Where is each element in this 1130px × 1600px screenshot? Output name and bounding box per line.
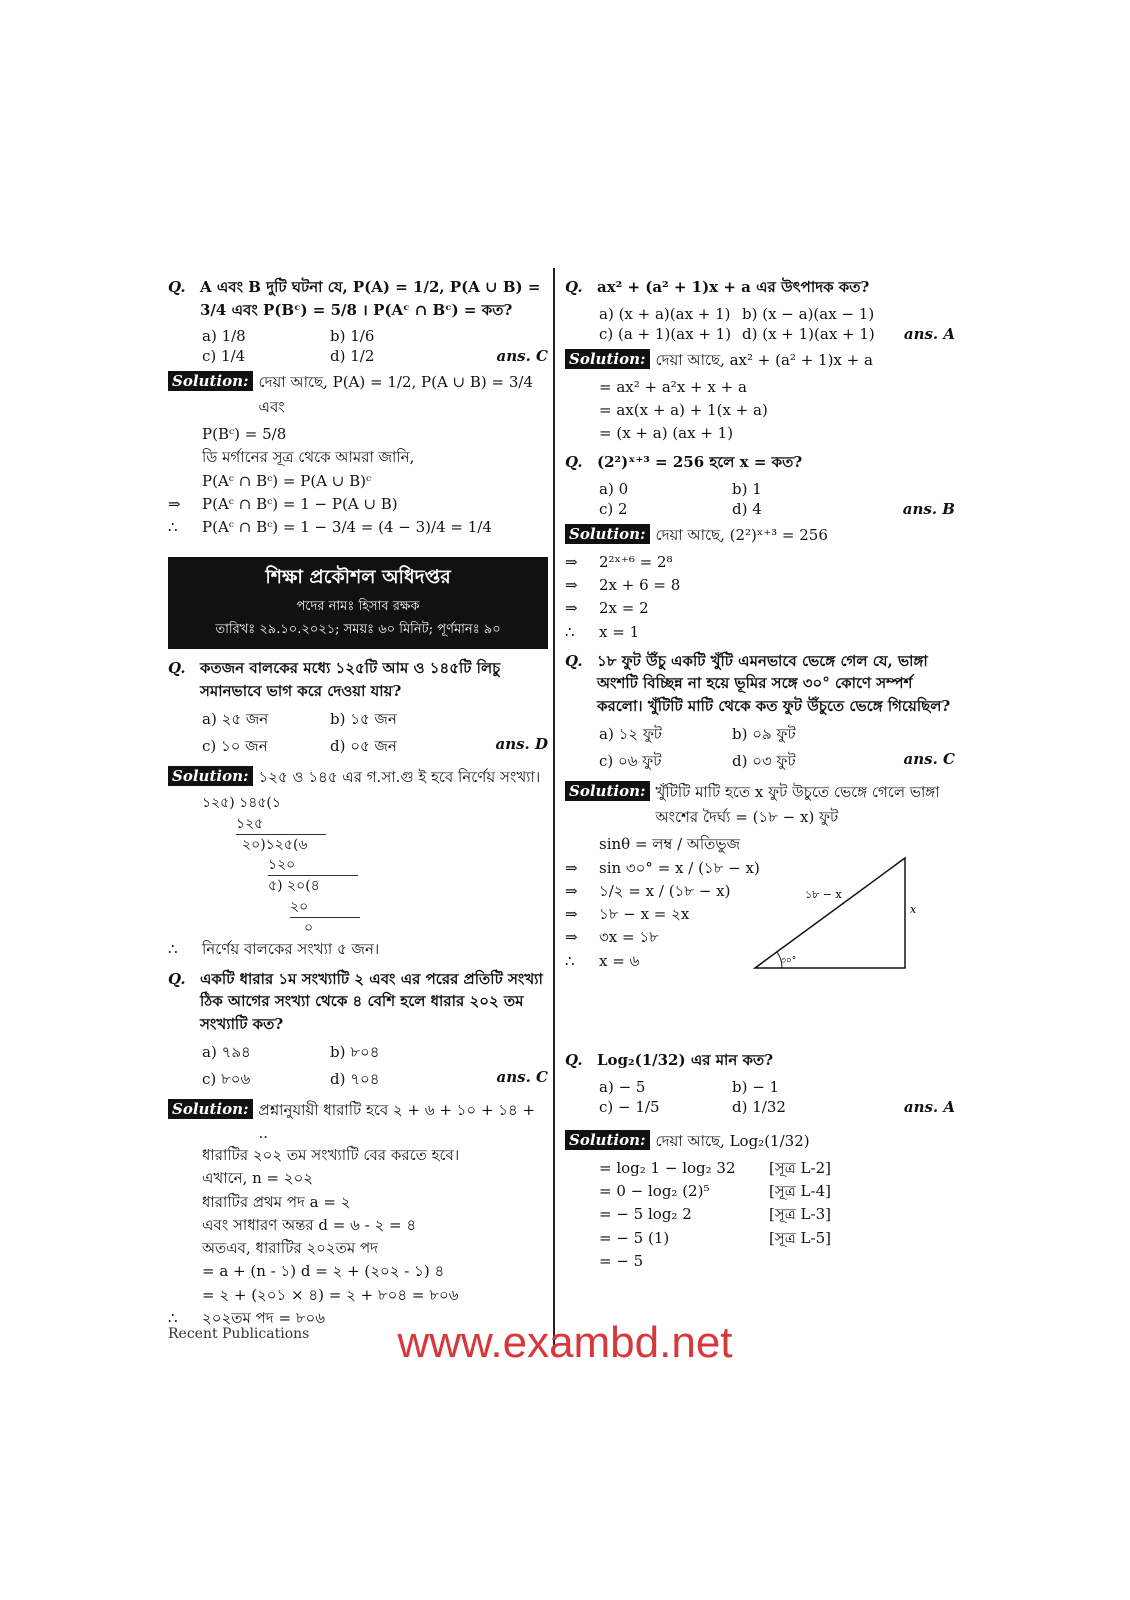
option-c: c) ১০ জন (202, 737, 268, 756)
option-b: b) ৮০৪ (330, 1043, 380, 1062)
option-c: c) 1/4 (202, 347, 246, 365)
solution-line: এখানে, n = ২০২ (202, 1169, 314, 1188)
option-b: b) ১৫ জন (330, 710, 397, 729)
question-text: একটি ধারার ১ম সংখ্যাটি ২ এবং এর পরের প্রতিটি সংখ্যা ঠিক আগের সংখ্যা থেকে ৪ বেশি হলে ধারার ২০২ তম সংখ্যাটি কত? (200, 969, 543, 1033)
option-a: a) 0 (599, 479, 629, 498)
solution-badge: Solution: (168, 371, 253, 391)
question-6 (565, 650, 955, 718)
solution-4 (565, 349, 955, 374)
solution-line: ⇒ 2x + 6 = 8 (565, 574, 955, 597)
hypotenuse-label: ১৮ − x (805, 888, 842, 902)
therefore-symbol: ∴ (168, 1308, 178, 1327)
solution-step: = − 5 (1) [সূত্র L-5] (599, 1228, 831, 1247)
options-2 (168, 708, 548, 760)
right-triangle-diagram (750, 853, 930, 978)
option-c: c) 2 (599, 499, 628, 518)
implies-symbol: ⇒ (168, 494, 181, 513)
question-4 (565, 276, 955, 299)
solution-line: = (x + a) (ax + 1) (599, 424, 734, 442)
option-b: b) 1/6 (330, 327, 375, 345)
solution-line: ⇒ 2²ˣ⁺⁶ = 2⁸ (565, 551, 955, 574)
solution-1 (168, 371, 548, 421)
solution-line: ⇒ ৩x = ১৮ (565, 926, 955, 949)
solution-line: দেয়া আছে, Log₂(1/32) (655, 1131, 810, 1150)
option-a: a) (x + a)(ax + 1) (599, 304, 731, 323)
therefore-symbol: ∴ (168, 940, 178, 959)
implies-symbol: ⇒ (565, 552, 578, 571)
solution-line: দেয়া আছে, P(A) = 1/2, P(A ∪ B) = 3/4 এবং (258, 373, 534, 416)
question-marker: Q. (168, 278, 186, 296)
option-c: c) ৮০৬ (202, 1070, 251, 1089)
option-b: b) − 1 (732, 1077, 780, 1096)
solution-line: দেয়া আছে, (2²)ˣ⁺³ = 256 (655, 525, 828, 544)
option-a: a) ৭৯৪ (202, 1043, 251, 1062)
exam-banner (168, 557, 548, 649)
solution-step: = 0 − log₂ (2)⁵ [সূত্র L-4] (599, 1182, 831, 1200)
banner-post: পদের নামঃ হিসাব রক্ষক (296, 599, 420, 615)
solution-badge: Solution: (168, 1099, 253, 1119)
options-5 (565, 480, 955, 518)
question-marker: Q. (565, 453, 583, 472)
option-c: c) (a + 1)(ax + 1) (599, 324, 732, 343)
solution-line: ১২৫ ও ১৪৫ এর গ.সা.গু ই হবে নির্ণেয় সংখ্যা। (258, 768, 541, 787)
option-d: d) (x + 1)(ax + 1) (742, 324, 875, 343)
options-3 (168, 1041, 548, 1093)
option-d: d) ৭০৪ (330, 1070, 380, 1089)
solution-line: প্রশ্নানুযায়ী ধারাটি হবে ২ + ৬ + ১০ + ১৪ + .. (258, 1101, 536, 1143)
option-b: b) ০৯ ফুট (732, 725, 796, 744)
solution-7 (565, 1130, 955, 1155)
answer: ans. B (902, 499, 955, 518)
solution-line: P(Aᶜ ∩ Bᶜ) = P(A ∪ B)ᶜ (202, 471, 372, 490)
option-d: d) 1/2 (330, 347, 375, 365)
solution-line: ধারাটির ২০২ তম সংখ্যাটি বের করতে হবে। (202, 1146, 460, 1165)
solution-line: ধারাটির প্রথম পদ a = ২ (202, 1192, 351, 1211)
right-column (565, 270, 955, 1273)
implies-symbol: ⇒ (565, 928, 578, 947)
solution-line: ⇒ 2x = 2 (565, 597, 955, 620)
solution-badge: Solution: (565, 349, 650, 369)
solution-line: = ax² + a²x + x + a (599, 377, 747, 396)
options-4 (565, 305, 955, 343)
solution-line: অতএব, ধারাটির ২০২তম পদ (202, 1239, 379, 1258)
solution-2 (168, 766, 548, 791)
question-text: ax² + (a² + 1)x + a এর উৎপাদক কত? (597, 278, 870, 296)
answer: ans. A (903, 1097, 955, 1116)
question-text: Log₂(1/32) এর মান কত? (597, 1051, 774, 1070)
banner-meta: তারিখঃ ২৯.১০.২০২১; সময়ঃ ৬০ মিনিট; পূর্ণমানঃ ৯০ (215, 622, 501, 638)
option-c: c) − 1/5 (599, 1097, 660, 1116)
solution-line: P(Bᶜ) = 5/8 (202, 425, 287, 443)
solution-step: = − 5 (599, 1251, 644, 1270)
long-division: ১২৫) ১৪৫(১ ১২৫ ২০)১২৫(৬ ১২০ ৫) ২০(৪ ২০ ০ (168, 793, 548, 938)
question-1 (168, 276, 548, 321)
option-d: d) 4 (732, 499, 762, 518)
option-a: a) 1/8 (202, 327, 246, 345)
solution-line: দেয়া আছে, ax² + (a² + 1)x + a (655, 350, 873, 369)
answer: ans. C (903, 750, 955, 769)
left-column (168, 270, 548, 1330)
therefore-symbol: ∴ (168, 518, 178, 536)
solution-line: খুঁটিটি মাটি হতে x ফুট উচুতে ভেঙ্গে গেলে ভাঙ্গা অংশের দৈর্ঘ্য = (১৮ − x) ফুট (655, 783, 940, 827)
solution-6-body (565, 833, 955, 1033)
solution-line: এবং সাধারণ অন্তর d = ৬ - ২ = ৪ (202, 1215, 417, 1234)
option-d: d) ০৩ ফুট (732, 752, 796, 771)
solution-line: ⇒ sin ৩০° = x / (১৮ − x) (565, 857, 955, 880)
solution-badge: Solution: (168, 766, 253, 786)
solution-line: ⇒ ১/২ = x / (১৮ − x) (565, 880, 955, 903)
answer: ans. C (496, 347, 548, 365)
options-7 (565, 1078, 955, 1116)
option-b: b) (x − a)(ax − 1) (742, 304, 875, 323)
option-b: b) 1 (732, 479, 762, 498)
option-a: a) ২৫ জন (202, 710, 269, 729)
question-3 (168, 968, 548, 1036)
options-6 (565, 723, 955, 775)
question-text: (2²)ˣ⁺³ = 256 হলে x = কত? (597, 453, 803, 472)
solution-line: ∴ x = ৬ (565, 950, 955, 973)
implies-symbol: ⇒ (565, 881, 578, 900)
solution-line: ⇒ ১৮ − x = ২x (565, 903, 955, 926)
question-marker: Q. (168, 659, 186, 678)
question-marker: Q. (565, 278, 583, 296)
answer: ans. D (495, 735, 548, 754)
height-label: x (910, 903, 917, 917)
question-marker: Q. (565, 651, 583, 670)
option-a: a) − 5 (599, 1077, 646, 1096)
option-d: d) ০৫ জন (330, 737, 397, 756)
question-7 (565, 1049, 955, 1072)
implies-symbol: ⇒ (565, 858, 578, 877)
publisher-footer: Recent Publications (168, 1326, 310, 1342)
option-a: a) ১২ ফুট (599, 725, 662, 744)
answer: ans. C (496, 1068, 548, 1087)
answer: ans. A (903, 324, 955, 343)
question-2 (168, 657, 548, 702)
therefore-symbol: ∴ (565, 622, 575, 641)
angle-label: ৩০° (780, 956, 797, 967)
solution-5 (565, 524, 955, 549)
solution-step: = log₂ 1 − log₂ 32 [সূত্র L-2] (599, 1158, 831, 1177)
solution-line: ∴ x = 1 (565, 621, 955, 644)
solution-line: sinθ = লম্ব / অতিভুজ (599, 835, 741, 854)
solution-line: ∴ P(Aᶜ ∩ Bᶜ) = 1 − 3/4 = (4 − 3)/4 = 1/4 (168, 516, 548, 539)
solution-line: = ২ + (২০১ × ৪) = ২ + ৮০৪ = ৮০৬ (202, 1285, 459, 1304)
therefore-symbol: ∴ (565, 951, 575, 970)
solution-conclusion: ∴ নির্ণেয় বালকের সংখ্যা ৫ জন। (168, 938, 548, 961)
solution-badge: Solution: (565, 1130, 650, 1150)
banner-title: শিক্ষা প্রকৌশল অধিদপ্তর (265, 566, 451, 589)
solution-line: ∴ ২০২তম পদ = ৮০৬ (168, 1307, 548, 1330)
solution-step: = − 5 log₂ 2 [সূত্র L-3] (599, 1205, 831, 1224)
question-5 (565, 451, 955, 474)
question-marker: Q. (168, 969, 186, 988)
solution-badge: Solution: (565, 781, 650, 801)
question-text: ১৮ ফুট উঁচু একটি খুঁটি এমনভাবে ভেঙ্গে গেল যে, ভাঙ্গা অংশটি বিচ্ছিন্ন না হয়ে ভূমির সঙ্গে ৩০° কোণে সম্পর্শ করলো। খুঁটিটি মাটি থেকে কত ফুট উঁচুতে ভেঙ্গে গিয়েছিল? (597, 651, 951, 715)
solution-badge: Solution: (565, 524, 650, 544)
solution-3 (168, 1099, 548, 1142)
implies-symbol: ⇒ (565, 905, 578, 923)
solution-6 (565, 781, 955, 831)
solution-line: ⇒ P(Aᶜ ∩ Bᶜ) = 1 − P(A ∪ B) (168, 493, 548, 516)
options-1 (168, 327, 548, 365)
solution-line: = a + (n - ১) d = ২ + (২০২ - ১) ৪ (202, 1262, 445, 1281)
watermark-link[interactable]: www.exambd.net (397, 1318, 733, 1367)
solution-line: ডি মর্গানের সূত্র থেকে আমরা জানি, (202, 448, 415, 467)
option-c: c) ০৬ ফুট (599, 752, 662, 771)
solution-line: = ax(x + a) + 1(x + a) (599, 400, 768, 419)
option-d: d) 1/32 (732, 1097, 786, 1116)
implies-symbol: ⇒ (565, 599, 578, 618)
question-text: কতজন বালকের মধ্যে ১২৫টি আম ও ১৪৫টি লিচু সমানভাবে ভাগ করে দেওয়া যায়? (200, 659, 501, 700)
question-text: A এবং B দুটি ঘটনা যে, P(A) = 1/2, P(A ∪ B) = 3/4 এবং P(Bᶜ) = 5/8 । P(Aᶜ ∩ Bᶜ) = কত? (200, 278, 541, 319)
column-divider (553, 268, 555, 1353)
question-marker: Q. (565, 1051, 583, 1070)
implies-symbol: ⇒ (565, 576, 578, 594)
